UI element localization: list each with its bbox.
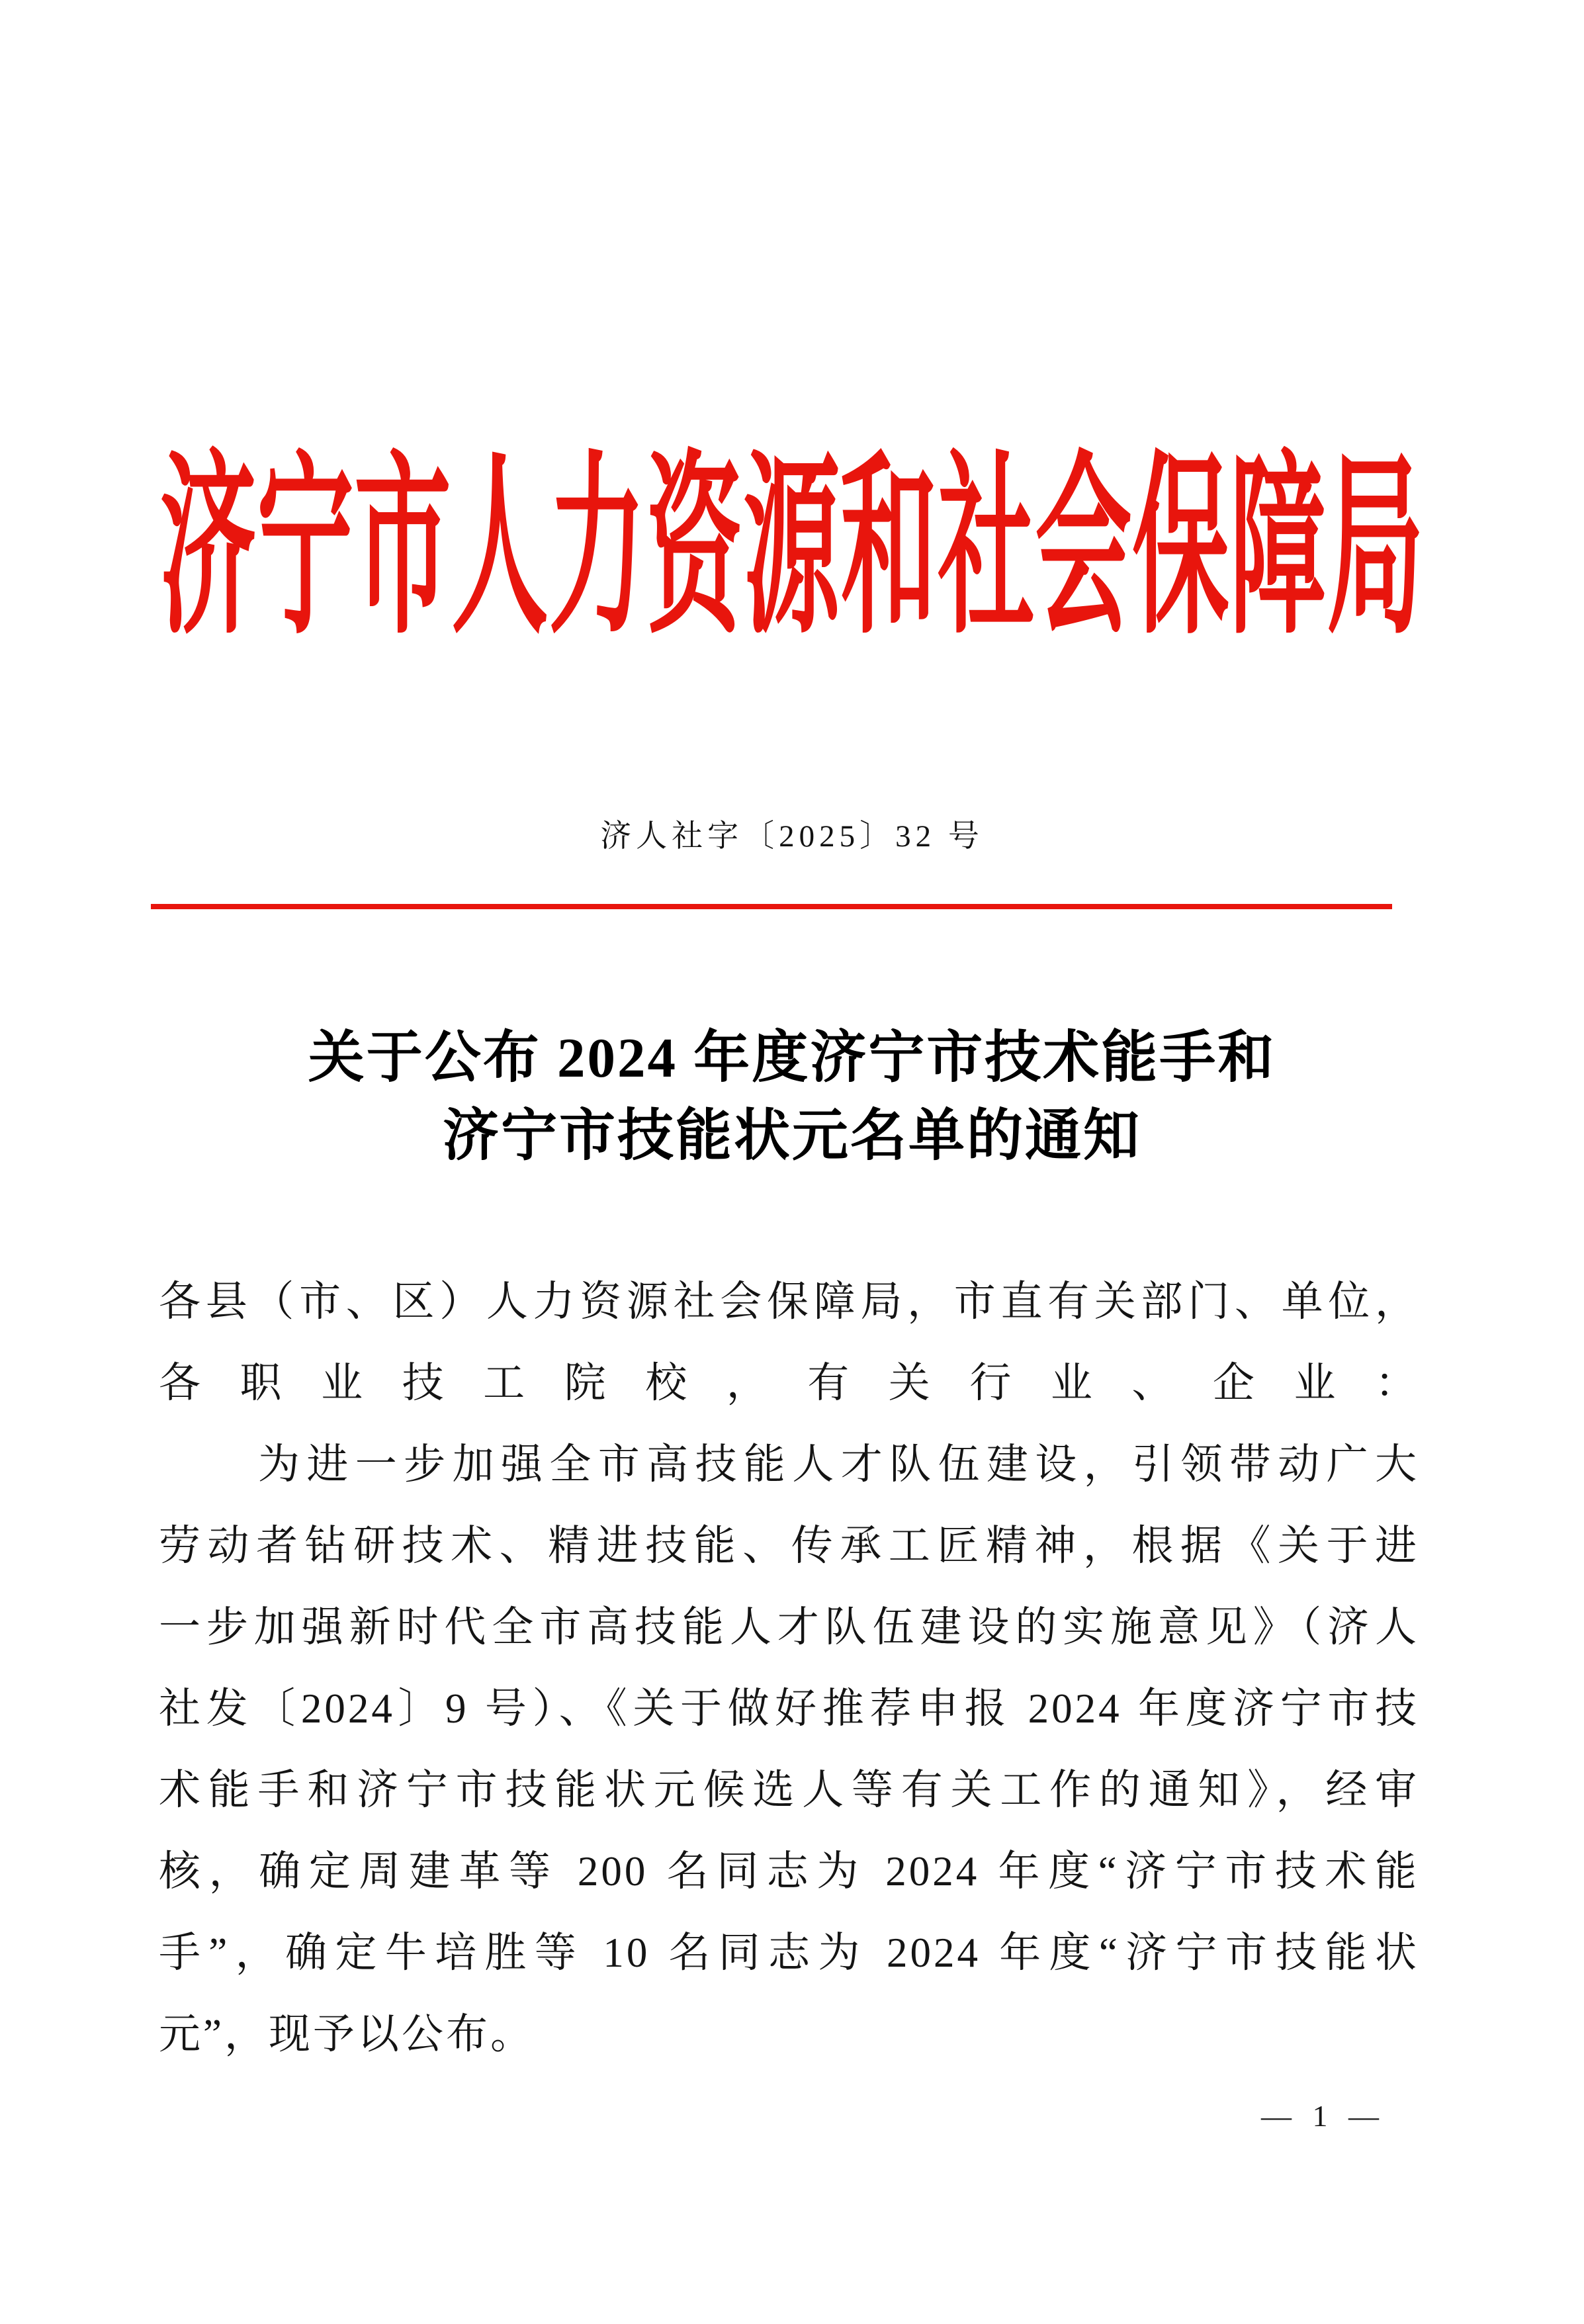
red-divider-line (151, 904, 1392, 909)
document-number: 济人社字〔2025〕32 号 (600, 819, 984, 854)
notice-title-line-1: 关于公布 2024 年度济宁市技术能手和 (308, 1027, 1276, 1089)
body-line: 手”，确定牛培胜等 10 名同志为 2024 年度“济宁市技能状 (159, 1930, 1419, 1976)
letterhead-agency-name: 济宁市人力资源和社会保障局 (159, 440, 1425, 658)
body-line: 社发〔2024〕9 号）、《关于做好推荐申报 2024 年度济宁市技 (159, 1685, 1419, 1732)
body-line: 一步加强新时代全市高技能人才队伍建设的实施意见》（济人 (159, 1604, 1419, 1650)
body-line: 各职业技工院校，有关行业、企业： (159, 1360, 1419, 1406)
body-line: 术能手和济宁市技能状元候选人等有关工作的通知》，经审 (159, 1767, 1419, 1813)
body-line: 劳动者钻研技术、精进技能、传承工匠精神，根据《关于进 (159, 1523, 1419, 1569)
body-line: 核，确定周建革等 200 名同志为 2024 年度“济宁市技术能 (159, 1848, 1419, 1895)
notice-body (159, 1261, 1419, 2075)
notice-title-line-2: 济宁市技能状元名单的通知 (442, 1105, 1141, 1167)
body-line: 元”，现予以公布。 (159, 2011, 535, 2057)
notice-title (0, 1019, 1584, 1175)
body-line: 为进一步加强全市高技能人才队伍建设，引领带动广大 (258, 1441, 1419, 1488)
page-number: — 1 — (1261, 2099, 1386, 2133)
body-line: 各县（市、区）人力资源社会保障局，市直有关部门、单位， (159, 1278, 1419, 1325)
